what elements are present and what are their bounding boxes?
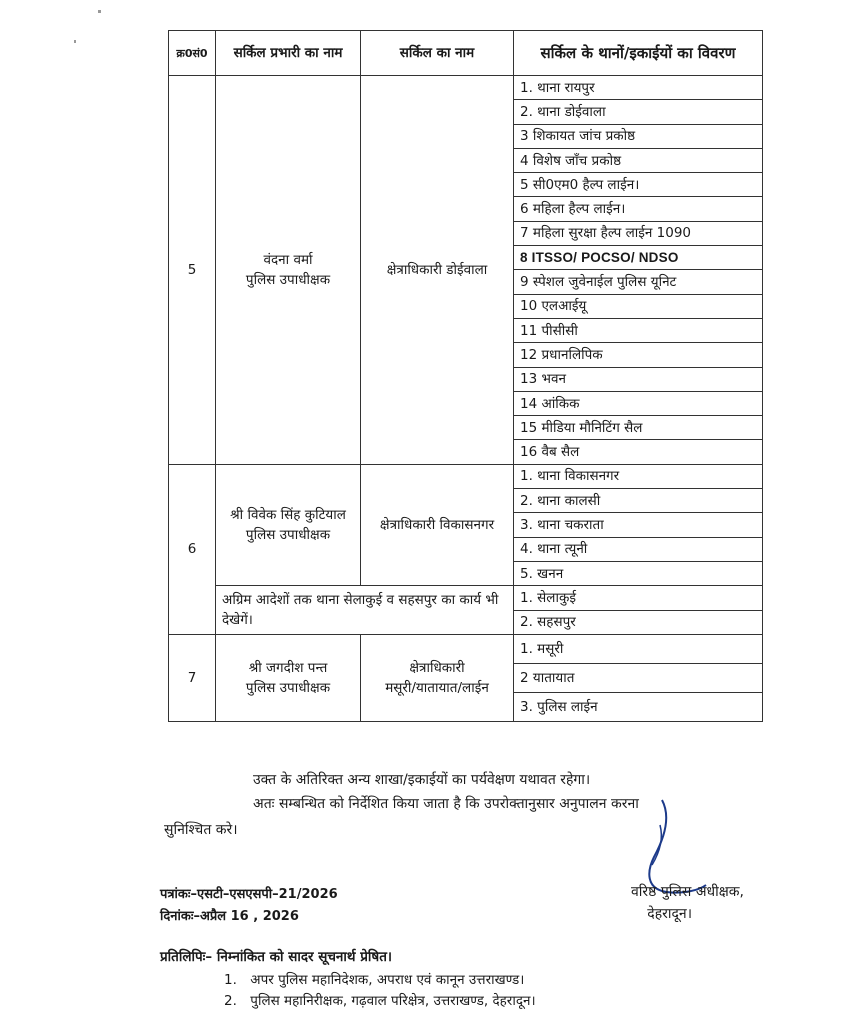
paragraph-line-3: सुनिश्चित करे। (164, 822, 238, 838)
officer-cell (216, 634, 361, 721)
circle-name: क्षेत्राधिकारी विकासनगर (361, 464, 514, 585)
unit-item: 5. खनन (514, 561, 763, 585)
unit-item: 1. सेलाकुई (514, 586, 763, 610)
reference-number: पत्रांकः–एसटी–एसएसपी–21/2026 (160, 887, 338, 902)
officer-rank: पुलिस उपाधीक्षक (245, 679, 331, 696)
paragraph-line-2: अतः सम्बन्धित को निर्देशित किया जाता है कि उपरोक्तानुसार अनुपालन करना (253, 796, 639, 812)
copy-to-item (224, 991, 536, 1009)
officer-cell (216, 464, 361, 585)
unit-item: 2 यातायात (514, 663, 763, 692)
unit-item: 2. थाना कालसी (514, 489, 763, 513)
copy-to-item-number: 2. (224, 993, 237, 1009)
officer-name: वंदना वर्मा (263, 251, 313, 268)
unit-item: 1. थाना विकासनगर (514, 464, 763, 488)
circle-name-line1: क्षेत्राधिकारी (409, 659, 465, 676)
circle-name: क्षेत्राधिकारी डोईवाला (361, 76, 514, 465)
unit-item: 15 मीडिया मौनिटिंग सैल (514, 416, 763, 440)
signatory-designation: वरिष्ठ पुलिस अधीक्षक, (631, 884, 744, 900)
unit-item: 5 सी0एम0 हैल्प लाईन। (514, 173, 763, 197)
officer-name: श्री जगदीश पन्त (248, 659, 328, 676)
copy-to-heading: प्रतिलिपिः– निम्नांकित को सादर सूचनार्थ प्रेषित। (160, 949, 393, 965)
table-row (169, 586, 763, 610)
circle-name (361, 634, 514, 721)
officer-cell (216, 76, 361, 465)
copy-to-item-text: अपर पुलिस महानिदेशक, अपराध एवं कानून उत्तराखण्ड। (250, 972, 525, 988)
unit-item: 16 वैब सैल (514, 440, 763, 464)
serial-number: 7 (169, 634, 216, 721)
serial-number: 6 (169, 464, 216, 634)
unit-item: 4 विशेष जाँच प्रकोष्ठ (514, 148, 763, 172)
copy-to-item-text: पुलिस महानिरीक्षक, गढ़वाल परिक्षेत्र, उत्तराखण्ड, देहरादून। (250, 993, 536, 1009)
unit-item: 7 महिला सुरक्षा हैल्प लाईन 1090 (514, 221, 763, 245)
header-officer-name: सर्किल प्रभारी का नाम (216, 31, 361, 76)
unit-item: 1. थाना रायपुर (514, 76, 763, 100)
unit-item: 3 शिकायत जांच प्रकोष्ठ (514, 124, 763, 148)
officer-name: श्री विवेक सिंह कुटियाल (230, 506, 346, 523)
paragraph-line-1: उक्त के अतिरिक्त अन्य शाखा/इकाईयों का पर्यवेक्षण यथावत रहेगा। (253, 772, 591, 788)
unit-item: 3. पुलिस लाईन (514, 692, 763, 721)
header-serial-number: क्र0सं0 (169, 31, 216, 76)
unit-item: 2. थाना डोईवाला (514, 100, 763, 124)
unit-item: 11 पीसीसी (514, 318, 763, 342)
unit-item: 8 ITSSO/ POCSO/ NDSO (514, 246, 763, 270)
table-row (169, 76, 763, 100)
copy-to-item (224, 970, 524, 988)
circle-name-line2: मसूरी/यातायात/लाईन (385, 679, 489, 696)
unit-item: 9 स्पेशल जुवेनाईल पुलिस यूनिट (514, 270, 763, 294)
reference-date: दिनांकः–अप्रैल 16 , 2026 (160, 909, 299, 924)
table-row (169, 634, 763, 663)
header-units-detail: सर्किल के थानों/इकाईयों का विवरण (514, 31, 763, 76)
scan-speck (74, 40, 76, 43)
copy-to-item-number: 1. (224, 972, 237, 988)
table-row (169, 464, 763, 488)
signatory-place: देहरादून। (647, 906, 692, 922)
additional-charge-note: अग्रिम आदेशों तक थाना सेलाकुई व सहसपुर का कार्य भी देखेगें। (216, 586, 514, 635)
table-header-row (169, 31, 763, 76)
unit-item: 1. मसूरी (514, 634, 763, 663)
unit-item: 6 महिला हैल्प लाईन। (514, 197, 763, 221)
serial-number: 5 (169, 76, 216, 465)
circle-assignment-table (168, 30, 763, 722)
header-circle-name: सर्किल का नाम (361, 31, 514, 76)
officer-rank: पुलिस उपाधीक्षक (245, 526, 331, 543)
officer-rank: पुलिस उपाधीक्षक (245, 271, 331, 288)
unit-item: 4. थाना त्यूनी (514, 537, 763, 561)
unit-item: 2. सहसपुर (514, 610, 763, 634)
unit-item: 10 एलआईयू (514, 294, 763, 318)
unit-item: 13 भवन (514, 367, 763, 391)
scan-speck (98, 10, 101, 13)
unit-item: 12 प्रधानलिपिक (514, 343, 763, 367)
unit-item: 3. थाना चकराता (514, 513, 763, 537)
unit-item: 14 आंकिक (514, 391, 763, 415)
